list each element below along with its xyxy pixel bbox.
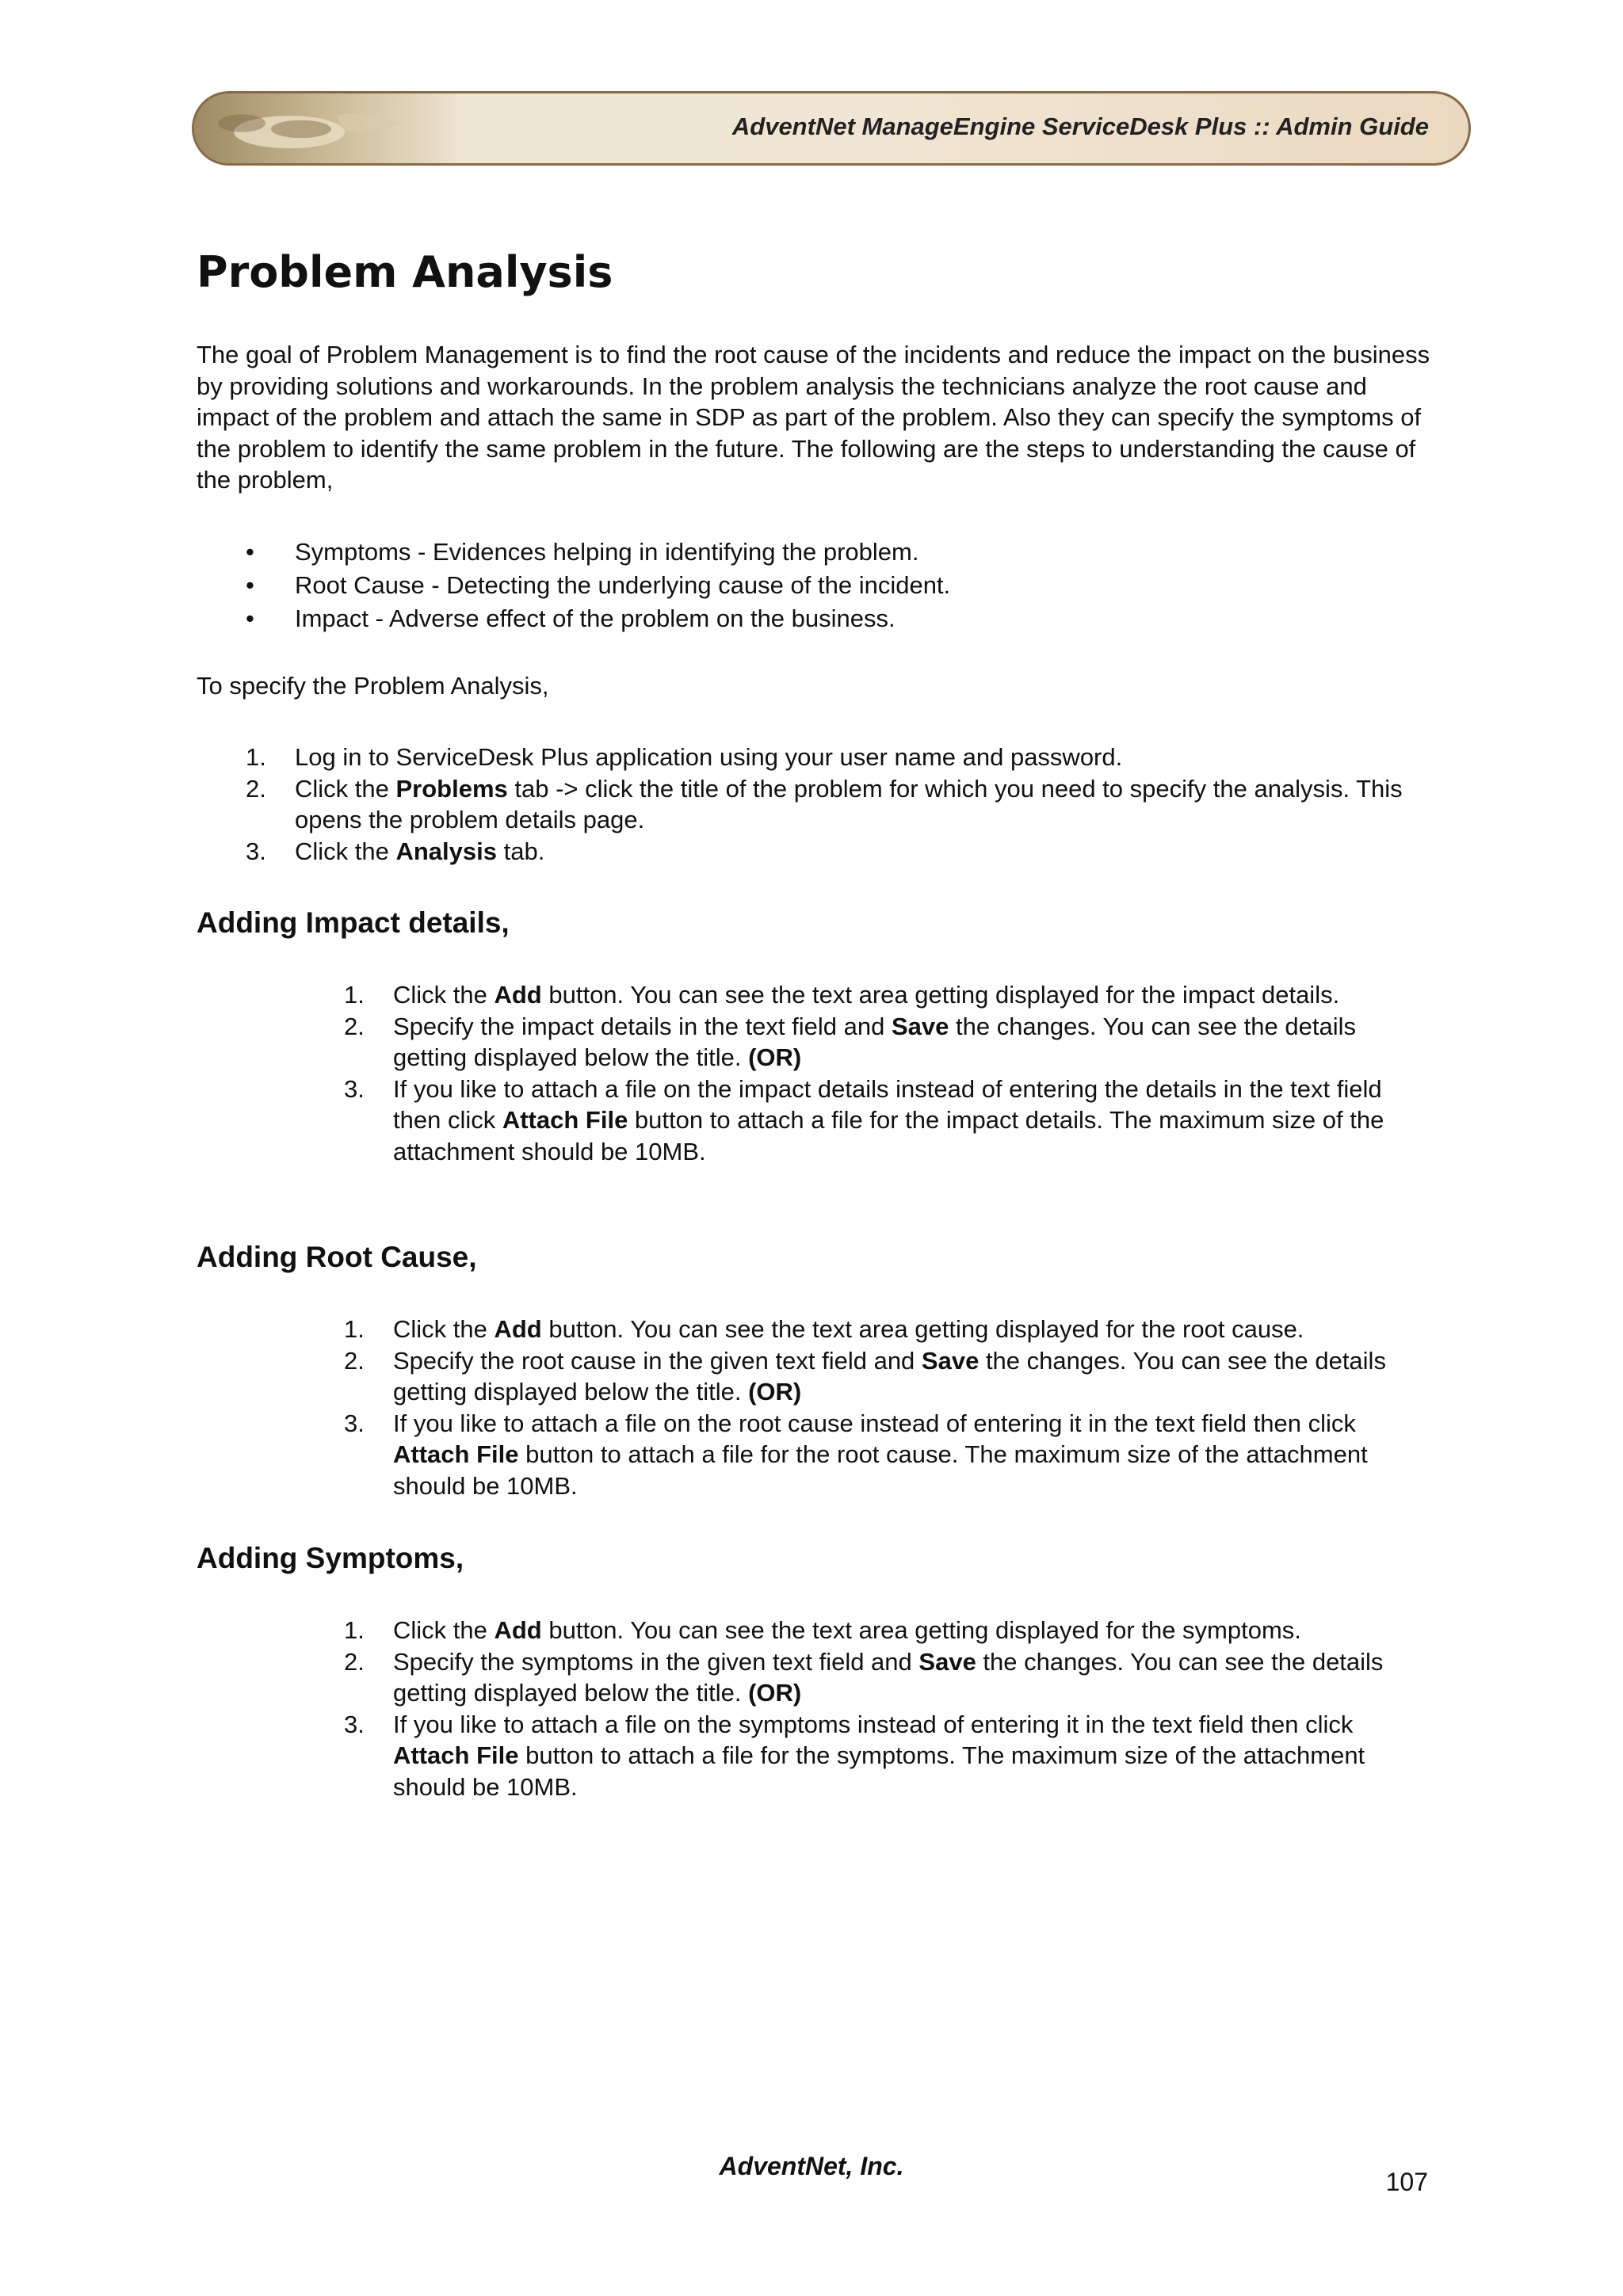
list-item: 1. Click the Add button. You can see the text area getting displayed for the symptoms. <box>344 1616 1301 1644</box>
header-banner <box>192 91 1471 166</box>
list-item: 2. Specify the root cause in the given text field and Save the changes. You can see the details getting displayed below the title. (OR) <box>344 1346 1386 1405</box>
root-cause-heading: Adding Root Cause, <box>197 1241 477 1273</box>
bullet-icon: • <box>246 538 254 566</box>
list-item: 1. Log in to ServiceDesk Plus application using your user name and password. <box>246 743 1123 771</box>
list-item: 3. If you like to attach a file on the root cause instead of entering it in the text field then click Attach File button to attach a file for the root cause. The maximum size of the attachment should be 10MB. <box>344 1409 1368 1500</box>
impact-steps-list <box>295 979 1412 1167</box>
list-item: 3. If you like to attach a file on the impact details instead of entering the details in the text field then click Attach File button to attach a file for the impact details. The maximum size of the attachment should be 10MB. <box>344 1074 1384 1165</box>
main-steps-list <box>197 742 1433 867</box>
header-title: AdventNet ManageEngine ServiceDesk Plus :: Admin Guide <box>731 113 1429 140</box>
list-item: 2. Specify the impact details in the text field and Save the changes. You can see the details getting displayed below the title. (OR) <box>344 1012 1356 1071</box>
page-title: Problem Analysis <box>197 247 613 297</box>
specify-intro: To specify the Problem Analysis, <box>197 672 549 700</box>
list-item: 1. Click the Add button. You can see the text area getting displayed for the impact details. <box>344 981 1340 1009</box>
list-item: 2. Click the Problems tab -> click the title of the problem for which you need to specify the analysis. This opens the problem details page. <box>246 774 1403 833</box>
list-item: 2. Specify the symptoms in the given text field and Save the changes. You can see the details getting displayed below the title. (OR) <box>344 1647 1384 1707</box>
symptoms-steps-list <box>295 1615 1412 1802</box>
footer-company: AdventNet, Inc. <box>719 2152 904 2180</box>
list-item: • Symptoms - Evidences helping in identifying the problem. <box>197 536 950 569</box>
bullet-icon: • <box>246 571 254 599</box>
list-item: 1. Click the Add button. You can see the text area getting displayed for the root cause. <box>344 1315 1304 1343</box>
list-item: 3. If you like to attach a file on the symptoms instead of entering it in the text field then click Attach File button to attach a file for the symptoms. The maximum size of the attachment should be 10MB. <box>344 1710 1365 1801</box>
analysis-aspects-list <box>197 536 950 635</box>
impact-heading: Adding Impact details, <box>197 906 510 939</box>
list-item: 3. Click the Analysis tab. <box>246 837 545 865</box>
page-number: 107 <box>1385 2168 1428 2196</box>
bullet-icon: • <box>246 605 254 632</box>
header-decoration-image <box>194 93 456 163</box>
intro-paragraph: The goal of Problem Management is to find the root cause of the incidents and reduce the impact on the business by providing solutions and workarounds. In the problem analysis the technicians analyze the root cause and impact of the problem and attach the same in SDP as part of the problem. Also they can specify the symptoms of the problem to identify the same problem in the future. The following are the steps to understanding the cause of the problem, <box>197 341 1430 494</box>
problems-tab-reference: Problems <box>395 774 508 803</box>
list-item: • Impact - Adverse effect of the problem on the business. <box>197 602 950 635</box>
symptoms-heading: Adding Symptoms, <box>197 1542 464 1574</box>
root-cause-steps-list <box>295 1314 1412 1501</box>
analysis-tab-reference: Analysis <box>395 837 497 865</box>
list-item: • Root Cause - Detecting the underlying cause of the incident. <box>197 569 950 602</box>
